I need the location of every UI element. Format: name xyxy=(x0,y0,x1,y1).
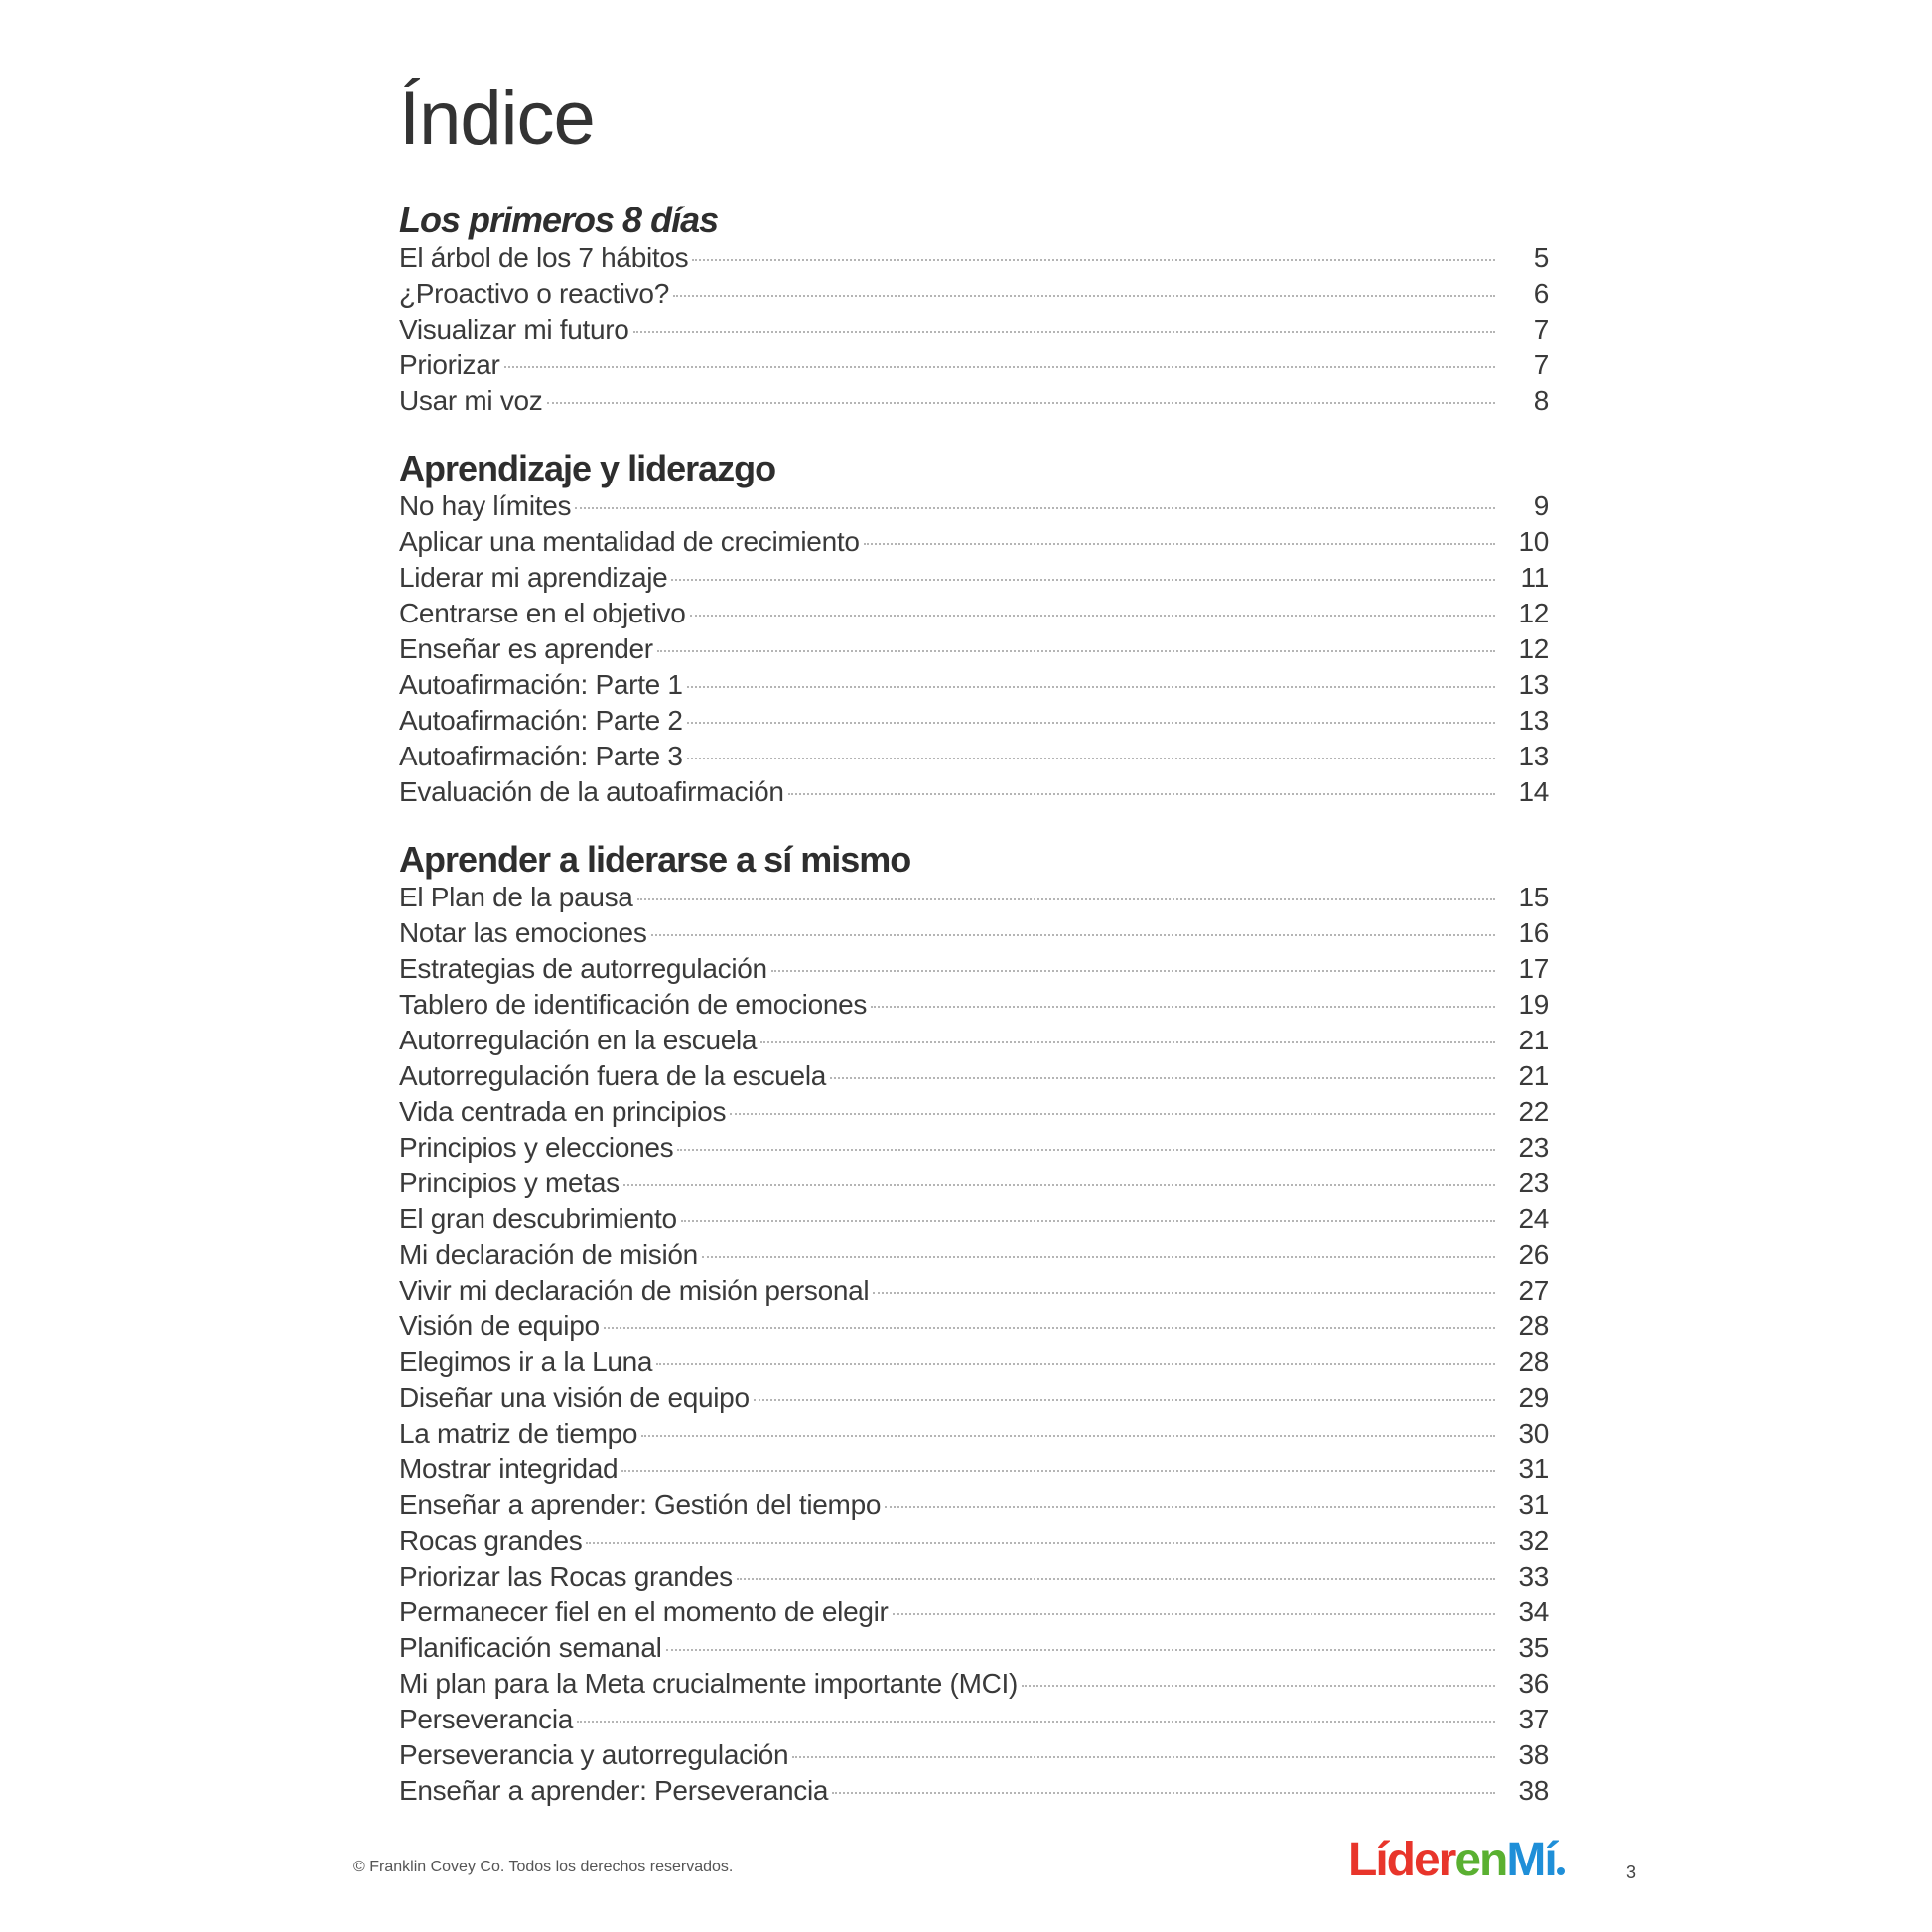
dot-leader xyxy=(754,1399,1495,1401)
toc-entry-label: Centrarse en el objetivo xyxy=(399,598,686,628)
dot-leader xyxy=(1022,1685,1495,1687)
toc-entry-label: Visión de equipo xyxy=(399,1311,600,1341)
toc-entry-page: 38 xyxy=(1518,1775,1549,1806)
toc-entry[interactable] xyxy=(399,240,1549,276)
toc-entry-label: Diseñar una visión de equipo xyxy=(399,1382,750,1413)
page-title: Índice xyxy=(399,76,595,161)
toc-entry-page: 36 xyxy=(1518,1668,1549,1699)
toc-entry-label: No hay límites xyxy=(399,490,572,521)
toc-entry-label: Visualizar mi futuro xyxy=(399,314,629,345)
dot-leader xyxy=(885,1506,1495,1508)
toc-entry-page: 12 xyxy=(1518,598,1549,628)
toc-entry-label: Mi plan para la Meta crucialmente importante (MCI) xyxy=(399,1668,1019,1699)
toc-entry-page: 8 xyxy=(1533,385,1549,416)
dot-leader xyxy=(633,331,1495,333)
toc-entry-page: 26 xyxy=(1518,1239,1549,1270)
dot-leader xyxy=(873,1292,1495,1294)
toc-entry[interactable] xyxy=(399,1023,1549,1058)
toc-entry-label: El gran descubrimiento xyxy=(399,1203,677,1234)
toc-entry[interactable] xyxy=(399,1344,1549,1380)
toc-entry[interactable] xyxy=(399,739,1549,774)
toc-entry[interactable] xyxy=(399,596,1549,631)
toc-entry[interactable] xyxy=(399,1487,1549,1523)
toc-entry[interactable] xyxy=(399,703,1549,739)
dot-leader xyxy=(637,898,1495,900)
toc-entry[interactable] xyxy=(399,774,1549,810)
toc-entry-label: Evaluación de la autoafirmación xyxy=(399,776,784,807)
toc-entry-label: Vida centrada en principios xyxy=(399,1096,727,1127)
dot-leader xyxy=(651,934,1495,936)
toc-entry-label: Usar mi voz xyxy=(399,385,543,416)
toc-entry[interactable] xyxy=(399,1166,1549,1201)
dot-leader xyxy=(641,1435,1495,1437)
toc-entry[interactable] xyxy=(399,1201,1549,1237)
dot-leader xyxy=(864,543,1495,545)
toc-entry[interactable] xyxy=(399,488,1549,524)
toc-entry[interactable] xyxy=(399,1666,1549,1702)
toc-entry[interactable] xyxy=(399,1702,1549,1737)
dot-leader xyxy=(737,1578,1495,1580)
table-of-contents xyxy=(399,197,1549,1835)
section-title: Aprendizaje y liderazgo xyxy=(399,448,776,488)
toc-entry-label: Liderar mi aprendizaje xyxy=(399,562,668,593)
toc-entry-label: Elegimos ir a la Luna xyxy=(399,1346,653,1377)
toc-entry-label: El árbol de los 7 hábitos xyxy=(399,242,689,273)
toc-entry-label: Perseverancia y autorregulación xyxy=(399,1739,789,1770)
toc-entry[interactable] xyxy=(399,560,1549,596)
toc-entry-page: 34 xyxy=(1518,1596,1549,1627)
toc-entry[interactable] xyxy=(399,951,1549,987)
dot-leader xyxy=(681,1220,1495,1222)
toc-entry[interactable] xyxy=(399,1058,1549,1094)
toc-entry-label: Estrategias de autorregulación xyxy=(399,953,767,984)
dot-leader xyxy=(871,1006,1495,1008)
toc-entry-label: Autorregulación fuera de la escuela xyxy=(399,1060,827,1091)
dot-leader xyxy=(657,650,1495,652)
toc-entry-label: Priorizar xyxy=(399,349,500,380)
toc-entry-page: 16 xyxy=(1518,917,1549,948)
dot-leader xyxy=(656,1363,1495,1365)
toc-entry[interactable] xyxy=(399,1630,1549,1666)
toc-entry-page: 31 xyxy=(1518,1453,1549,1484)
toc-entry-label: Planificación semanal xyxy=(399,1632,662,1663)
toc-entry[interactable] xyxy=(399,1451,1549,1487)
toc-entry-page: 7 xyxy=(1533,349,1549,380)
toc-entry-page: 12 xyxy=(1518,633,1549,664)
toc-entry[interactable] xyxy=(399,1773,1549,1809)
dot-leader xyxy=(687,686,1495,688)
dot-leader xyxy=(792,1756,1495,1758)
toc-entry-page: 15 xyxy=(1518,882,1549,912)
toc-entry[interactable] xyxy=(399,276,1549,312)
toc-entry[interactable] xyxy=(399,383,1549,419)
toc-entry-page: 27 xyxy=(1518,1275,1549,1306)
toc-entry[interactable] xyxy=(399,631,1549,667)
dot-leader xyxy=(690,615,1495,617)
toc-entry-page: 5 xyxy=(1533,242,1549,273)
toc-entry-page: 13 xyxy=(1518,705,1549,736)
toc-section xyxy=(399,197,1549,419)
toc-entry[interactable] xyxy=(399,1130,1549,1166)
toc-entry[interactable] xyxy=(399,312,1549,347)
toc-entry-page: 28 xyxy=(1518,1346,1549,1377)
copyright-notice: © Franklin Covey Co. Todos los derechos reservados. xyxy=(353,1859,734,1875)
dot-leader xyxy=(760,1041,1495,1043)
toc-entry-page: 23 xyxy=(1518,1168,1549,1198)
toc-entry-page: 31 xyxy=(1518,1489,1549,1520)
dot-leader xyxy=(771,970,1495,972)
toc-entry-label: Notar las emociones xyxy=(399,917,647,948)
dot-leader xyxy=(577,1721,1495,1723)
toc-entry[interactable] xyxy=(399,880,1549,915)
toc-entry-page: 14 xyxy=(1518,776,1549,807)
toc-entry-page: 28 xyxy=(1518,1311,1549,1341)
dot-leader xyxy=(830,1077,1495,1079)
dot-leader xyxy=(832,1792,1495,1794)
dot-leader xyxy=(504,366,1495,368)
toc-entry-label: Principios y elecciones xyxy=(399,1132,674,1163)
brand-logo xyxy=(1348,1834,1565,1886)
toc-entry-page: 29 xyxy=(1518,1382,1549,1413)
toc-entry-page: 24 xyxy=(1518,1203,1549,1234)
dot-leader xyxy=(677,1149,1495,1151)
toc-entry-label: Autoafirmación: Parte 2 xyxy=(399,705,683,736)
toc-entry[interactable] xyxy=(399,1559,1549,1594)
toc-entry-label: Mostrar integridad xyxy=(399,1453,619,1484)
toc-entry-page: 23 xyxy=(1518,1132,1549,1163)
toc-entry[interactable] xyxy=(399,915,1549,951)
dot-leader xyxy=(893,1613,1495,1615)
toc-entry-label: Aplicar una mentalidad de crecimiento xyxy=(399,526,860,557)
toc-entry-page: 37 xyxy=(1518,1704,1549,1734)
dot-leader xyxy=(586,1542,1495,1544)
dot-leader xyxy=(788,793,1495,795)
toc-entry-page: 17 xyxy=(1518,953,1549,984)
toc-entry-label: La matriz de tiempo xyxy=(399,1418,638,1449)
toc-entry[interactable] xyxy=(399,1416,1549,1451)
dot-leader xyxy=(666,1649,1495,1651)
toc-entry-page: 38 xyxy=(1518,1739,1549,1770)
dot-leader xyxy=(687,758,1495,759)
toc-entry[interactable] xyxy=(399,347,1549,383)
toc-entry-label: El Plan de la pausa xyxy=(399,882,633,912)
brand-logo-part-lider: Líder xyxy=(1348,1834,1455,1886)
toc-entry-page: 19 xyxy=(1518,989,1549,1020)
toc-entry-page: 13 xyxy=(1518,669,1549,700)
toc-entry-page: 9 xyxy=(1533,490,1549,521)
toc-entry-label: Perseverancia xyxy=(399,1704,574,1734)
toc-entry-label: Autoafirmación: Parte 3 xyxy=(399,741,683,771)
toc-entry-label: Permanecer fiel en el momento de elegir xyxy=(399,1596,889,1627)
toc-entry[interactable] xyxy=(399,1309,1549,1344)
toc-entry-page: 33 xyxy=(1518,1561,1549,1591)
toc-entry[interactable] xyxy=(399,1594,1549,1630)
dot-leader xyxy=(687,722,1495,724)
toc-entry[interactable] xyxy=(399,1737,1549,1773)
toc-entry[interactable] xyxy=(399,1237,1549,1273)
toc-entry-label: Rocas grandes xyxy=(399,1525,583,1556)
toc-entry-page: 22 xyxy=(1518,1096,1549,1127)
dot-leader xyxy=(692,259,1495,261)
section-title: Aprender a liderarse a sí mismo xyxy=(399,839,911,880)
section-title: Los primeros 8 días xyxy=(399,200,719,240)
toc-entry[interactable] xyxy=(399,1094,1549,1130)
dot-leader xyxy=(575,507,1495,509)
dot-leader xyxy=(623,1184,1495,1186)
toc-section xyxy=(399,445,1549,810)
toc-entry-page: 11 xyxy=(1520,562,1549,593)
toc-entry-label: Mi declaración de misión xyxy=(399,1239,698,1270)
toc-entry[interactable] xyxy=(399,987,1549,1023)
page-number: 3 xyxy=(1626,1863,1637,1882)
dot-leader xyxy=(671,579,1495,581)
toc-entry[interactable] xyxy=(399,1380,1549,1416)
toc-entry-page: 35 xyxy=(1518,1632,1549,1663)
toc-entry-label: Enseñar a aprender: Gestión del tiempo xyxy=(399,1489,882,1520)
toc-entry-page: 21 xyxy=(1518,1060,1549,1091)
brand-logo-part-mi: Mí xyxy=(1506,1834,1556,1886)
toc-entry[interactable] xyxy=(399,1523,1549,1559)
dot-leader xyxy=(604,1327,1495,1329)
brand-logo-part-en: en xyxy=(1454,1834,1507,1886)
toc-entry-label: Vivir mi declaración de misión personal xyxy=(399,1275,870,1306)
toc-entry-page: 21 xyxy=(1518,1025,1549,1055)
toc-entry-label: Principios y metas xyxy=(399,1168,620,1198)
toc-entry-page: 13 xyxy=(1518,741,1549,771)
dot-leader xyxy=(547,402,1496,404)
toc-entry-page: 6 xyxy=(1533,278,1549,309)
toc-entry-label: Autoafirmación: Parte 1 xyxy=(399,669,683,700)
toc-entry-page: 32 xyxy=(1518,1525,1549,1556)
toc-entry[interactable] xyxy=(399,524,1549,560)
toc-entry-page: 10 xyxy=(1518,526,1549,557)
dot-leader xyxy=(621,1470,1495,1472)
dot-leader xyxy=(702,1256,1495,1258)
dot-leader xyxy=(673,295,1495,297)
registered-mark-icon xyxy=(1557,1867,1565,1875)
toc-entry[interactable] xyxy=(399,667,1549,703)
toc-entry-label: Enseñar es aprender xyxy=(399,633,653,664)
toc-entry-page: 30 xyxy=(1518,1418,1549,1449)
toc-entry-label: Enseñar a aprender: Perseverancia xyxy=(399,1775,829,1806)
toc-entry-label: Tablero de identificación de emociones xyxy=(399,989,868,1020)
toc-entry-page: 7 xyxy=(1533,314,1549,345)
dot-leader xyxy=(730,1113,1495,1115)
toc-entry-label: ¿Proactivo o reactivo? xyxy=(399,278,669,309)
toc-entry-label: Autorregulación en la escuela xyxy=(399,1025,758,1055)
toc-entry-label: Priorizar las Rocas grandes xyxy=(399,1561,733,1591)
toc-entry[interactable] xyxy=(399,1273,1549,1309)
toc-section xyxy=(399,836,1549,1809)
